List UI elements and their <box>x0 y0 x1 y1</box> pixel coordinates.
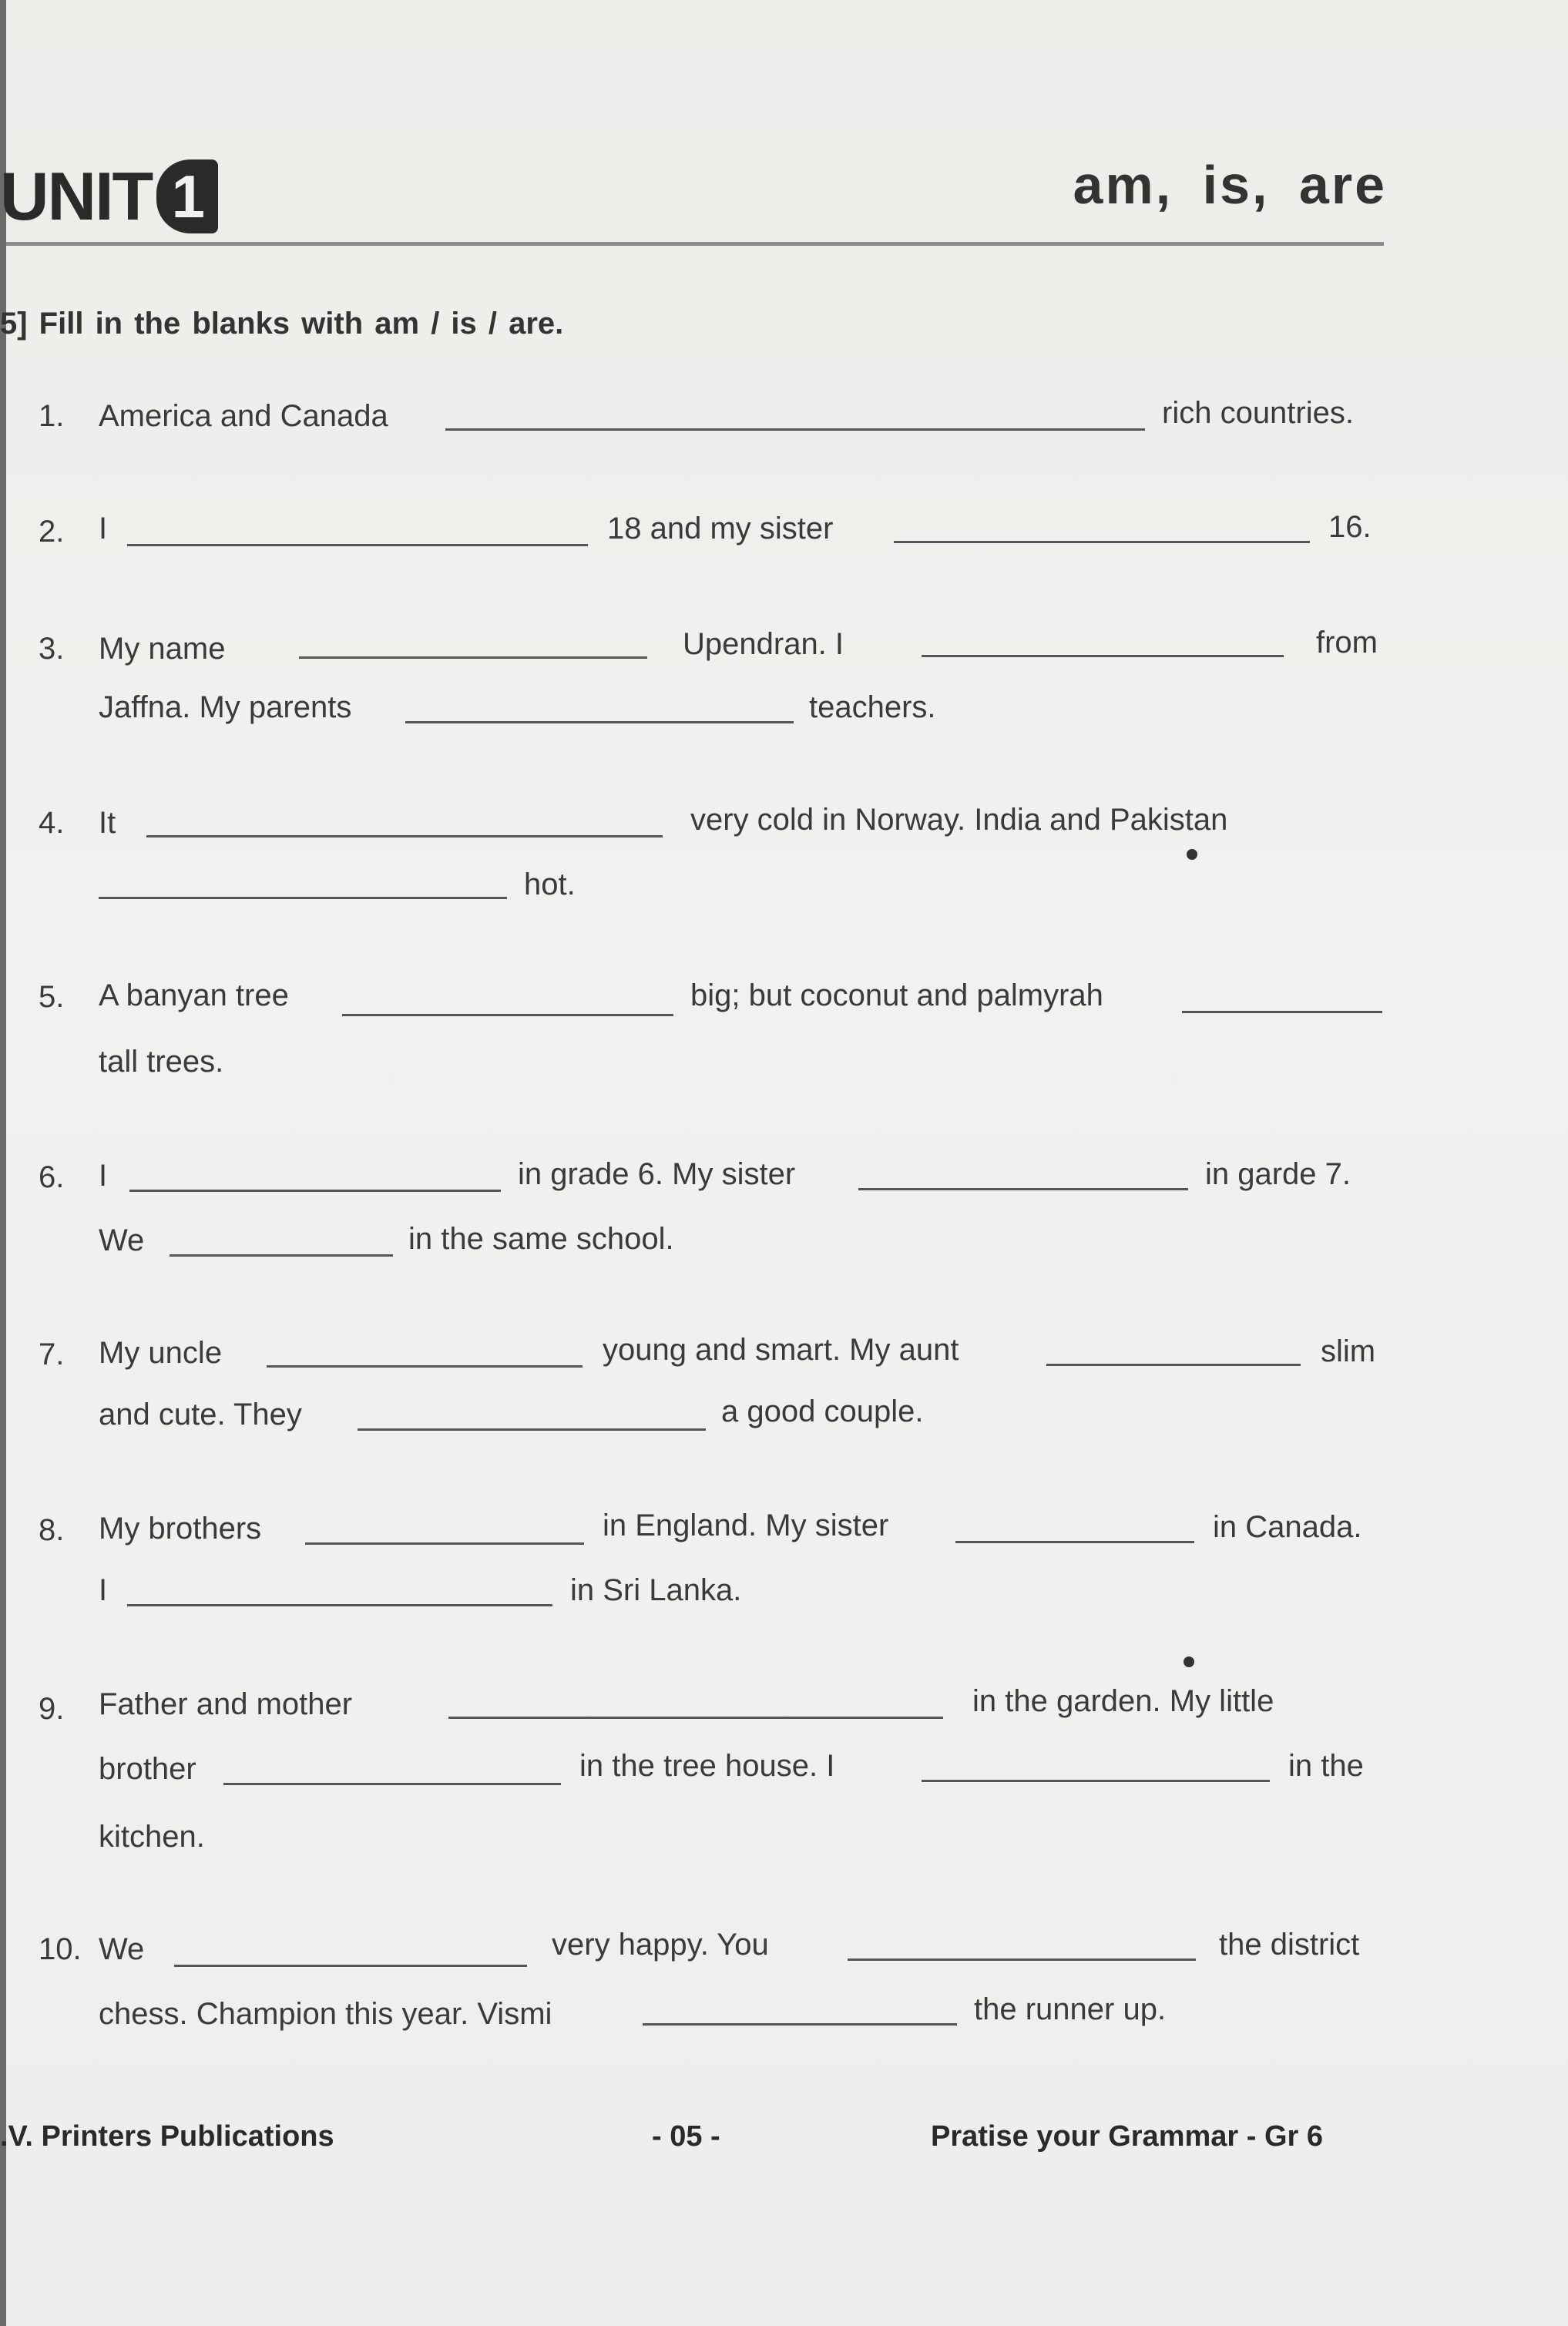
question-text: in grade 6. My sister <box>518 1157 796 1191</box>
question-text: My uncle <box>99 1336 223 1370</box>
question-text: We <box>99 1223 145 1257</box>
question-text: the district <box>1219 1928 1360 1962</box>
answer-blank[interactable] <box>223 1783 561 1785</box>
question-number: 3. <box>39 632 65 666</box>
answer-blank[interactable] <box>445 428 1145 431</box>
question-text: in the same school. <box>408 1222 674 1256</box>
answer-blank[interactable] <box>955 1541 1194 1543</box>
question-text: Upendran. I <box>683 627 844 661</box>
question-number: 7. <box>39 1338 65 1371</box>
answer-blank[interactable] <box>894 541 1310 543</box>
question-text: A banyan tree <box>99 978 289 1012</box>
answer-blank[interactable] <box>848 1958 1196 1961</box>
question-text: My brothers <box>99 1512 262 1546</box>
answer-blank[interactable] <box>1046 1364 1301 1366</box>
unit-badge <box>0 154 218 239</box>
answer-blank[interactable] <box>127 544 588 546</box>
unit-number: 1 <box>156 159 218 233</box>
question-text: a good couple. <box>721 1395 924 1428</box>
question-text: Jaffna. My parents <box>99 690 352 724</box>
question-text: hot. <box>524 868 576 901</box>
question-number: 6. <box>39 1160 65 1194</box>
question-number: 1. <box>39 399 65 433</box>
question-number: 10. <box>39 1932 82 1966</box>
footer-page-number: - 05 - <box>652 2120 720 2153</box>
question-text: My name <box>99 632 226 666</box>
answer-blank[interactable] <box>858 1188 1188 1190</box>
unit-label: UNIT <box>0 158 153 234</box>
answer-blank[interactable] <box>358 1428 706 1431</box>
question-text: the runner up. <box>974 1992 1167 2026</box>
answer-blank[interactable] <box>299 656 647 659</box>
question-text: kitchen. <box>99 1820 205 1854</box>
question-text: I <box>99 512 108 545</box>
question-text: Father and mother <box>99 1687 353 1721</box>
page-title: am, is, are <box>1073 155 1387 215</box>
answer-blank[interactable] <box>448 1717 943 1719</box>
answer-blank[interactable] <box>305 1542 584 1545</box>
print-speck <box>1187 849 1197 860</box>
question-text: I <box>99 1573 108 1607</box>
question-text: 16. <box>1328 510 1372 544</box>
answer-blank[interactable] <box>405 721 794 723</box>
footer-publisher: .V. Printers Publications <box>0 2120 334 2153</box>
footer-book-title: Pratise your Grammar - Gr 6 <box>931 2120 1323 2153</box>
question-text: young and smart. My aunt <box>603 1333 959 1367</box>
answer-blank[interactable] <box>922 655 1284 657</box>
question-number: 8. <box>39 1513 65 1547</box>
question-text: from <box>1316 626 1378 660</box>
answer-blank[interactable] <box>922 1780 1270 1782</box>
page-edge-shadow <box>0 0 6 2326</box>
question-text: teachers. <box>809 690 936 724</box>
answer-blank[interactable] <box>129 1190 501 1192</box>
answer-blank[interactable] <box>127 1604 552 1606</box>
answer-blank[interactable] <box>146 835 663 837</box>
question-text: rich countries. <box>1162 396 1354 430</box>
question-text: in Sri Lanka. <box>570 1573 742 1607</box>
question-number: 9. <box>39 1692 65 1726</box>
answer-blank[interactable] <box>99 897 507 899</box>
question-text: tall trees. <box>99 1045 224 1079</box>
question-text: slim <box>1321 1334 1376 1368</box>
question-text: America and Canada <box>99 399 388 433</box>
question-text: in the tree house. I <box>579 1749 835 1783</box>
answer-blank[interactable] <box>174 1965 527 1967</box>
question-text: We <box>99 1932 145 1966</box>
question-text: in garde 7. <box>1205 1157 1351 1191</box>
question-text: in the garden. My little <box>972 1684 1274 1718</box>
header-divider <box>6 242 1384 246</box>
question-text: chess. Champion this year. Vismi <box>99 1997 552 2031</box>
question-text: in the <box>1288 1749 1364 1783</box>
print-speck <box>1184 1656 1194 1667</box>
question-number: 5. <box>39 980 65 1014</box>
answer-blank[interactable] <box>170 1254 393 1257</box>
question-text: very cold in Norway. India and Pakistan <box>690 803 1228 837</box>
question-number: 2. <box>39 515 65 549</box>
question-text: and cute. They <box>99 1398 302 1432</box>
question-text: 18 and my sister <box>607 512 834 545</box>
answer-blank[interactable] <box>267 1365 583 1368</box>
question-text: in Canada. <box>1213 1510 1362 1544</box>
question-text: brother <box>99 1752 196 1786</box>
question-text: big; but coconut and palmyrah <box>690 978 1103 1012</box>
exercise-instruction: 5] Fill in the blanks with am / is / are. <box>0 307 564 341</box>
answer-blank[interactable] <box>1182 1011 1382 1013</box>
question-text: I <box>99 1159 108 1193</box>
question-number: 4. <box>39 806 65 840</box>
question-text: very happy. You <box>552 1928 769 1962</box>
answer-blank[interactable] <box>342 1014 673 1016</box>
question-text: It <box>99 806 116 840</box>
answer-blank[interactable] <box>643 2023 957 2026</box>
question-text: in England. My sister <box>603 1509 889 1542</box>
